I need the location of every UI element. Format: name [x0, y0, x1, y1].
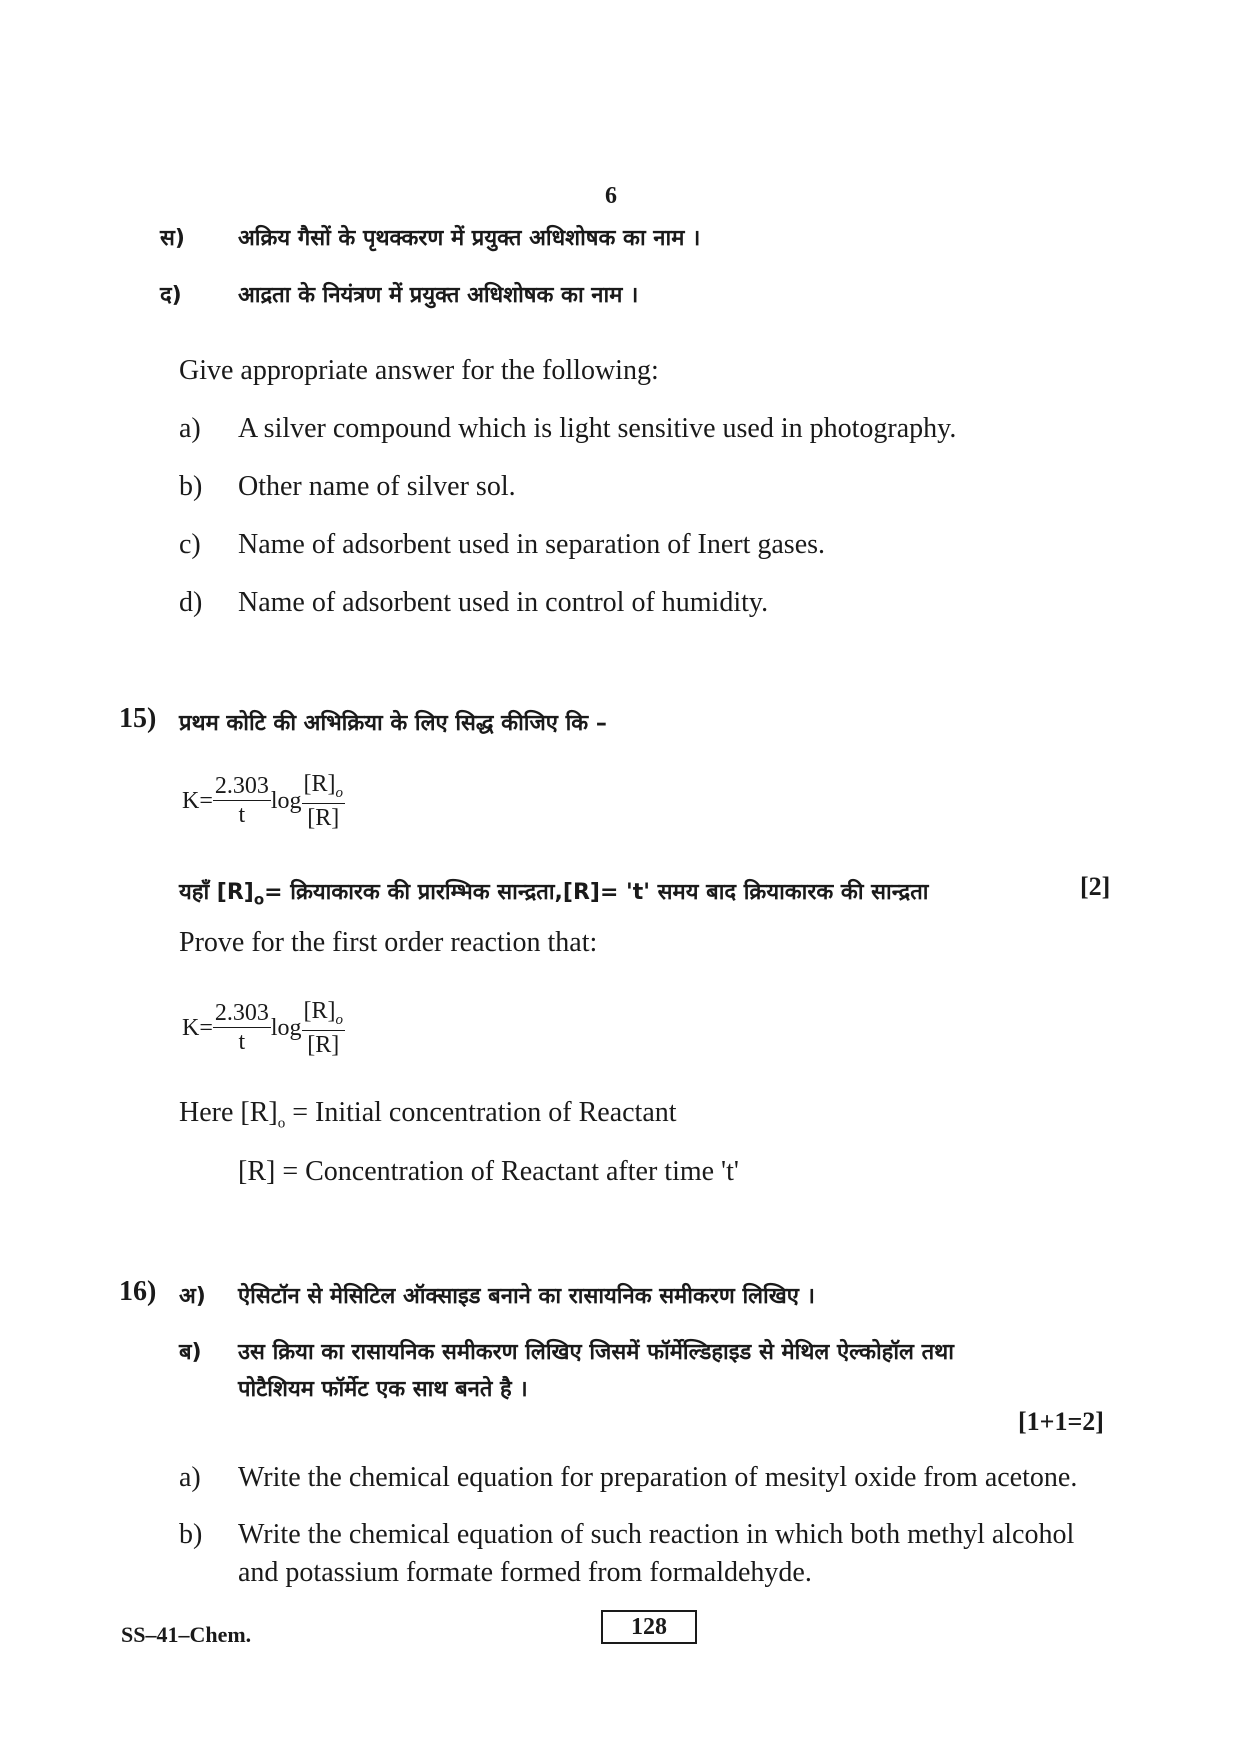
- q16-option-b-text: Write the chemical equation of such reaction in which both methyl alcohol: [238, 1519, 1075, 1550]
- formula-ratio-numerator: [R]: [303, 771, 336, 797]
- here-rest: = Initial concentration of Reactant: [285, 1097, 677, 1128]
- q15-formula-hindi: [182, 772, 345, 830]
- formula-coefficient: [213, 774, 271, 827]
- q14-hindi-text-d: आद्रता के नियंत्रण में प्रयुक्त अधिशोषक का नाम ।: [238, 283, 639, 308]
- formula-ratio: [302, 772, 346, 830]
- q15-number: 15): [119, 703, 157, 734]
- here-sub: o: [277, 1115, 286, 1132]
- q16-option-a-label: a): [179, 1462, 201, 1493]
- formula-ratio-numerator: [R]: [303, 998, 336, 1024]
- formula-lhs: K=: [182, 1014, 213, 1041]
- q14-hindi-label-c: स): [160, 226, 185, 251]
- formula-coeff-denominator: t: [238, 1029, 246, 1056]
- formula-ratio-denominator: [R]: [307, 804, 340, 831]
- q16-marks: [1+1=2]: [1018, 1407, 1104, 1436]
- formula-coeff-numerator: 2.303: [214, 1000, 269, 1027]
- q16-hindi-b-line1: उस क्रिया का रासायनिक समीकरण लिखिए जिसमें फॉर्मेल्डिहाइड से मेथिल ऐल्कोहॉल तथा: [238, 1340, 954, 1365]
- q14-option-d-text: Name of adsorbent used in control of humidity.: [238, 587, 769, 618]
- q15-english-question: Prove for the first order reaction that:: [179, 927, 598, 958]
- formula-coeff-denominator: t: [238, 802, 246, 829]
- q16-hindi-a-text: ऐसिटॉन से मेसिटिल ऑक्साइड बनाने का रासायनिक समीकरण लिखिए ।: [238, 1284, 815, 1309]
- q14-option-d-label: d): [179, 587, 203, 618]
- q15-formula-english: [182, 999, 345, 1057]
- q14-option-a-text: A silver compound which is light sensitive used in photography.: [238, 413, 957, 444]
- q14-option-c-text: Name of adsorbent used in separation of Inert gases.: [238, 529, 826, 560]
- q14-hindi-label-d: द): [160, 283, 182, 308]
- q16-hindi-b-line2: पोटैशियम फॉर्मेट एक साथ बनते है ।: [238, 1377, 528, 1402]
- q15-marks: [2]: [1080, 872, 1111, 901]
- formula-ratio-sub: o: [335, 1011, 344, 1028]
- q16-option-b-label: b): [179, 1519, 203, 1550]
- formula-ratio: [302, 999, 346, 1057]
- q14-option-c-label: c): [179, 529, 201, 560]
- formula-ratio-sub: o: [335, 784, 344, 801]
- hindi-where-rest: = क्रियाकारक की प्रारम्भिक सान्द्रता,[R]= 't' समय बाद क्रियाकारक की सान्द्रता: [264, 880, 929, 905]
- q16-option-a-text: Write the chemical equation for preparation of mesityl oxide from acetone.: [238, 1462, 1078, 1493]
- q15-hindi-where: [179, 876, 928, 908]
- formula-log: log: [270, 1014, 302, 1041]
- q14-hindi-text-c: अक्रिय गैसों के पृथक्करण में प्रयुक्त अधिशोषक का नाम ।: [238, 226, 701, 251]
- q16-hindi-a-label: अ): [179, 1284, 206, 1309]
- q16-hindi-b-label: ब): [179, 1340, 202, 1365]
- hindi-where-sub: o: [253, 890, 265, 909]
- q14-option-a-label: a): [179, 413, 201, 444]
- footer-code: SS–41–Chem.: [121, 1622, 252, 1647]
- q15-hindi-question: प्रथम कोटि की अभिक्रिया के लिए सिद्ध कीजिए कि –: [179, 711, 607, 736]
- formula-ratio-denominator: [R]: [307, 1031, 340, 1058]
- formula-log: log: [270, 787, 302, 814]
- footer-page-box: 128: [601, 1610, 697, 1644]
- q14-option-b-label: b): [179, 471, 203, 502]
- q16-option-b-line2: and potassium formate formed from formaldehyde.: [238, 1557, 812, 1588]
- formula-lhs: K=: [182, 787, 213, 814]
- formula-coeff-numerator: 2.303: [214, 773, 269, 800]
- here-prefix: Here [R]: [179, 1097, 278, 1128]
- q14-english-intro: Give appropriate answer for the following:: [179, 355, 659, 386]
- q16-number: 16): [119, 1276, 157, 1307]
- hindi-where-prefix: यहाँ [R]: [179, 880, 254, 905]
- page-number: 6: [605, 183, 617, 209]
- formula-coefficient: [213, 1001, 271, 1054]
- q15-here-line2: [R] = Concentration of Reactant after time 't': [238, 1156, 739, 1187]
- q15-here-line1: [179, 1097, 677, 1133]
- q14-option-b-text: Other name of silver sol.: [238, 471, 516, 502]
